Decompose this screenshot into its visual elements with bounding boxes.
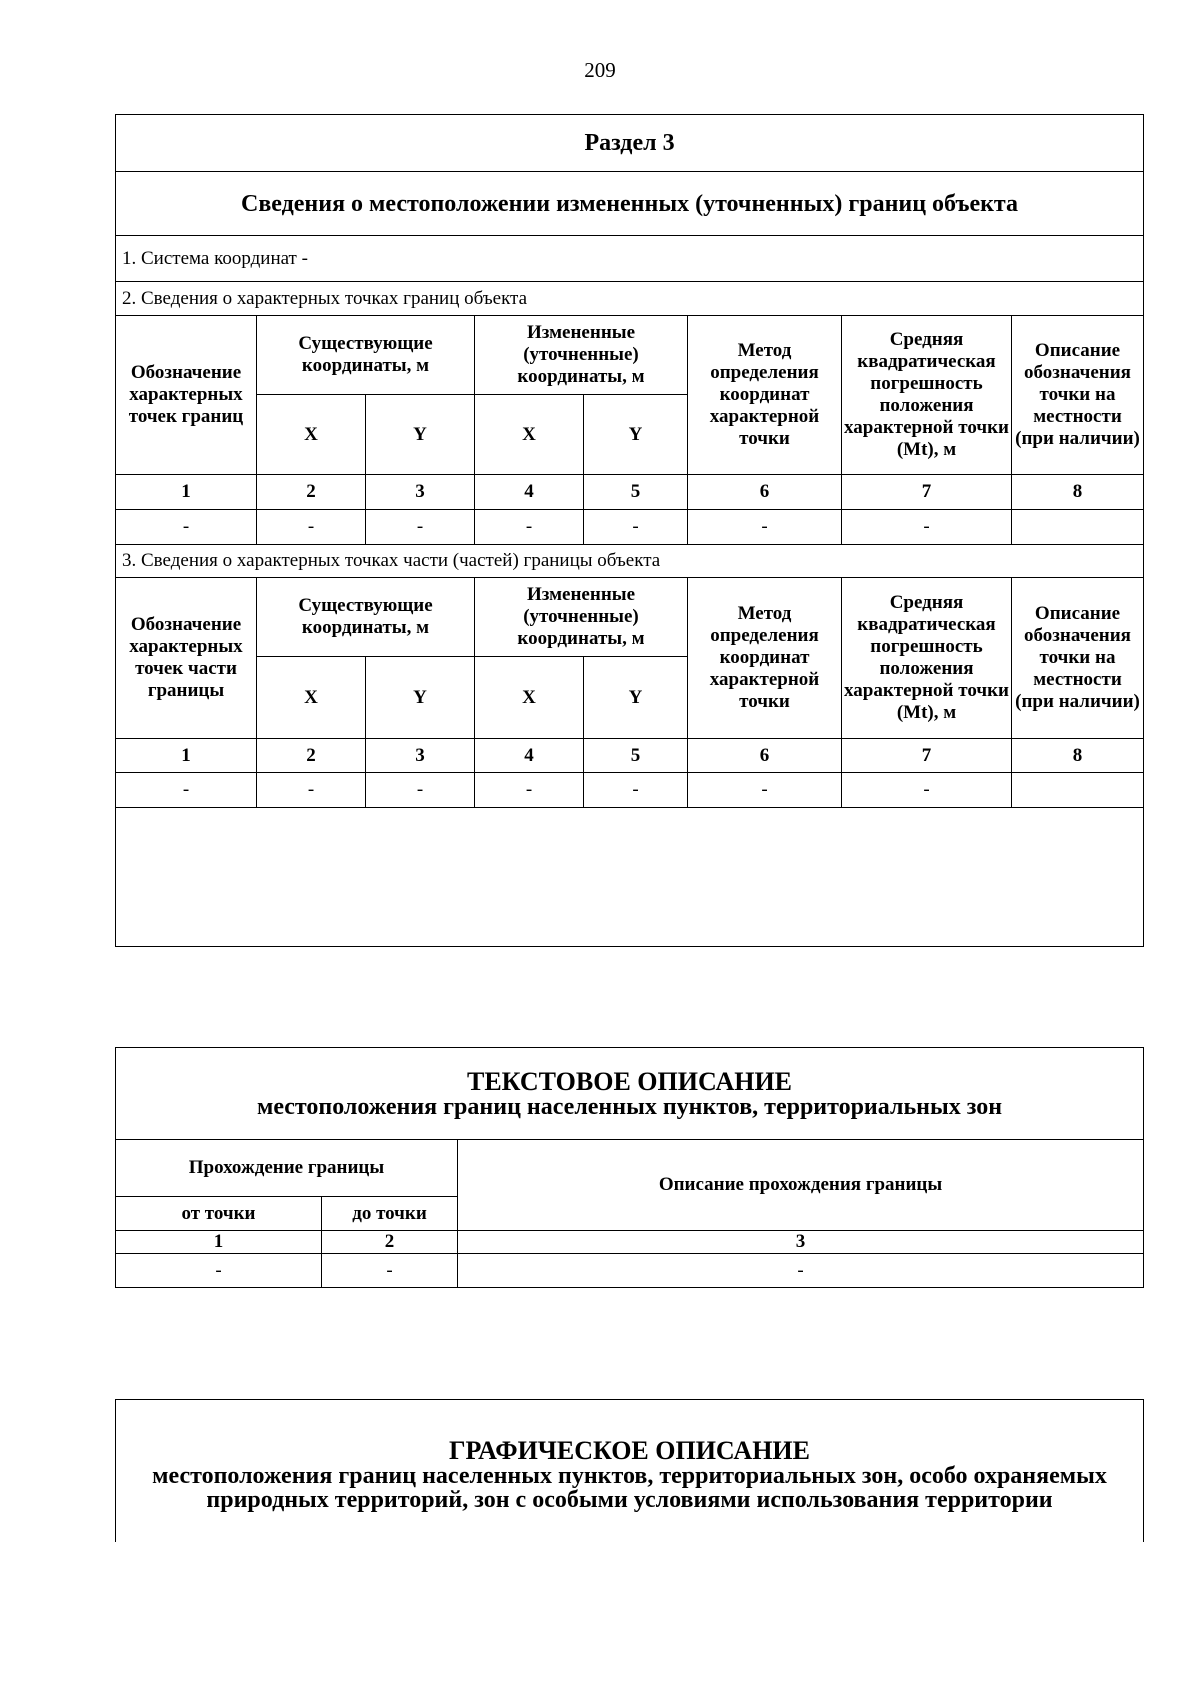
table-row <box>116 510 1144 545</box>
changed-x-header: X <box>475 395 584 475</box>
table-cell: - <box>688 510 842 545</box>
column-number: 3 <box>366 475 475 510</box>
changed-coordinates-header: Измененные (уточненные) координаты, м <box>475 578 688 657</box>
passage-description-header: Описание прохождения границы <box>458 1140 1144 1231</box>
column-number: 2 <box>257 475 366 510</box>
column-number: 6 <box>688 475 842 510</box>
existing-coordinates-header: Существующие координаты, м <box>257 578 475 657</box>
graphic-description-subtitle: местоположения границ населенных пунктов, территориальных зон, особо охраняемых природных территорий, зон с особыми условиями использования территории <box>152 1463 1107 1513</box>
column-number: 6 <box>688 739 842 773</box>
table-cell: - <box>257 773 366 808</box>
text-description-title: ТЕКСТОВОЕ ОПИСАНИЕ <box>467 1066 793 1096</box>
from-point-header: от точки <box>116 1197 322 1231</box>
description-header: Описание обозначения точки на местности (при наличии) <box>1012 316 1144 475</box>
table-cell: - <box>842 510 1012 545</box>
graphic-description-box <box>115 1399 1144 1542</box>
table-cell: - <box>475 773 584 808</box>
column-number: 3 <box>458 1231 1144 1254</box>
empty-area <box>116 808 1144 947</box>
column-number: 5 <box>584 739 688 773</box>
text-description-heading <box>116 1048 1144 1140</box>
table-cell: - <box>116 1254 322 1288</box>
text-description-table <box>115 1047 1144 1288</box>
changed-coordinates-header: Измененные (уточненные) координаты, м <box>475 316 688 395</box>
coordinate-system-line: 1. Система координат - <box>116 236 1144 282</box>
changed-x-header: X <box>475 657 584 739</box>
table-cell: - <box>257 510 366 545</box>
table-cell <box>1012 510 1144 545</box>
existing-x-header: X <box>257 657 366 739</box>
designation-part-points-header: Обозначение характерных точек части границы <box>116 578 257 739</box>
column-number: 1 <box>116 475 257 510</box>
table-cell: - <box>688 773 842 808</box>
table-cell: - <box>584 510 688 545</box>
passage-header: Прохождение границы <box>116 1140 458 1197</box>
changed-y-header: Y <box>584 395 688 475</box>
table-row <box>116 773 1144 808</box>
table-cell: - <box>366 773 475 808</box>
section3-table <box>115 114 1144 947</box>
column-number: 3 <box>366 739 475 773</box>
column-number: 1 <box>116 1231 322 1254</box>
graphic-description-title: ГРАФИЧЕСКОЕ ОПИСАНИЕ <box>449 1436 810 1465</box>
method-header: Метод определения координат характерной точки <box>688 578 842 739</box>
existing-x-header: X <box>257 395 366 475</box>
table-cell: - <box>458 1254 1144 1288</box>
column-number: 2 <box>257 739 366 773</box>
existing-y-header: Y <box>366 657 475 739</box>
part-boundary-points-heading: 3. Сведения о характерных точках части (частей) границы объекта <box>116 545 1144 578</box>
column-number: 5 <box>584 475 688 510</box>
text-description-subtitle: местоположения границ населенных пунктов, территориальных зон <box>256 1093 1003 1120</box>
column-number: 7 <box>842 739 1012 773</box>
table-cell: - <box>366 510 475 545</box>
table-cell: - <box>475 510 584 545</box>
to-point-header: до точки <box>322 1197 458 1231</box>
column-number: 8 <box>1012 739 1144 773</box>
method-header: Метод определения координат характерной точки <box>688 316 842 475</box>
error-header: Средняя квадратическая погрешность положения характерной точки (Mt), м <box>842 316 1012 475</box>
table-cell: - <box>116 510 257 545</box>
table-cell: - <box>842 773 1012 808</box>
table-cell <box>1012 773 1144 808</box>
column-number: 1 <box>116 739 257 773</box>
column-number: 4 <box>475 739 584 773</box>
table-cell: - <box>116 773 257 808</box>
table-cell: - <box>584 773 688 808</box>
boundary-points-heading: 2. Сведения о характерных точках границ объекта <box>116 282 1144 316</box>
existing-coordinates-header: Существующие координаты, м <box>257 316 475 395</box>
column-number: 2 <box>322 1231 458 1254</box>
description-header: Описание обозначения точки на местности (при наличии) <box>1012 578 1144 739</box>
section-title: Раздел 3 <box>116 115 1144 172</box>
designation-points-header: Обозначение характерных точек границ <box>116 316 257 475</box>
table-row <box>116 1254 1144 1288</box>
column-number: 4 <box>475 475 584 510</box>
table-cell: - <box>322 1254 458 1288</box>
existing-y-header: Y <box>366 395 475 475</box>
section-subtitle: Сведения о местоположении измененных (уточненных) границ объекта <box>116 172 1144 236</box>
column-number: 7 <box>842 475 1012 510</box>
error-header: Средняя квадратическая погрешность положения характерной точки (Mt), м <box>842 578 1012 739</box>
column-number: 8 <box>1012 475 1144 510</box>
changed-y-header: Y <box>584 657 688 739</box>
page-number: 209 <box>584 58 616 82</box>
